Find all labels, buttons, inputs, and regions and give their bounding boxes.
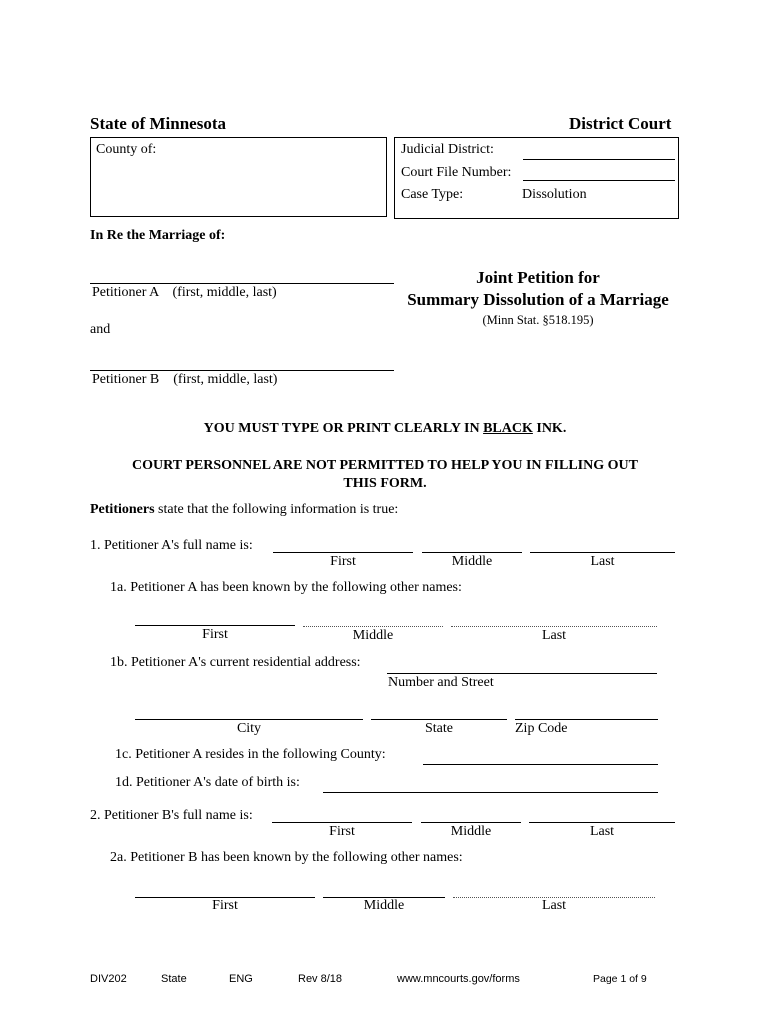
judicial-district-field[interactable] [523, 159, 675, 160]
footer-state: State [161, 973, 187, 985]
black-ink-instruction: YOU MUST TYPE OR PRINT CLEARLY IN BLACK INK. [203, 421, 567, 436]
q1a-label: 1a. Petitioner A has been known by the following other names: [110, 580, 462, 595]
case-type-label: Case Type: [401, 187, 464, 202]
court-personnel-warning-1: COURT PERSONNEL ARE NOT PERMITTED TO HELP YOU IN FILLING OUT [132, 458, 638, 473]
court-file-number-label: Court File Number: [401, 165, 512, 180]
q1-first-field[interactable] [273, 552, 413, 553]
q1b-city-field[interactable] [135, 719, 363, 720]
q2-last-field[interactable] [529, 822, 675, 823]
q2-middle-caption: Middle [450, 824, 492, 839]
petitioner-a-label: Petitioner A (first, middle, last) [92, 285, 277, 300]
q2-first-field[interactable] [272, 822, 412, 823]
q1-last-caption: Last [590, 554, 615, 569]
q1b-state-field[interactable] [371, 719, 507, 720]
q1a-first-field[interactable] [135, 625, 295, 626]
footer-language: ENG [229, 973, 253, 985]
q1c-label: 1c. Petitioner A resides in the following County: [115, 747, 386, 762]
q2a-label: 2a. Petitioner B has been known by the following other names: [110, 850, 463, 865]
q1a-first-caption: First [202, 627, 228, 642]
county-box[interactable] [90, 137, 387, 217]
q1a-last-field[interactable] [451, 626, 657, 627]
q1a-last-caption: Last [541, 628, 567, 643]
form-title-line2: Summary Dissolution of a Marriage [407, 290, 669, 309]
q1b-street-field[interactable] [387, 673, 657, 674]
q1-middle-caption: Middle [451, 554, 493, 569]
q1-middle-field[interactable] [422, 552, 522, 553]
q1a-middle-field[interactable] [303, 626, 443, 627]
q1-last-field[interactable] [530, 552, 675, 553]
q1d-dob-field[interactable] [323, 792, 658, 793]
case-info-box [394, 137, 679, 219]
judicial-district-label: Judicial District: [401, 142, 494, 157]
q1c-county-field[interactable] [423, 764, 658, 765]
q1a-middle-caption: Middle [352, 628, 394, 643]
footer-revision: Rev 8/18 [298, 973, 343, 985]
q2-last-caption: Last [589, 824, 615, 839]
q1b-zip-caption: Zip Code [515, 721, 568, 736]
and-text: and [90, 322, 111, 337]
petitioners-statement: Petitioners state that the following information is true: [90, 502, 399, 517]
petitioner-b-name-field[interactable] [90, 370, 394, 371]
statute-reference: (Minn Stat. §518.195) [482, 313, 594, 327]
q1b-state-caption: State [425, 721, 453, 736]
q1b-city-caption: City [236, 721, 262, 736]
court-file-number-field[interactable] [523, 180, 675, 181]
q2-label: 2. Petitioner B's full name is: [90, 808, 253, 823]
petitioner-b-label: Petitioner B (first, middle, last) [92, 372, 278, 387]
footer-form-id: DIV202 [90, 973, 127, 985]
form-title-line1: Joint Petition for [476, 268, 600, 287]
q2-first-caption: First [329, 824, 355, 839]
state-title: State of Minnesota [90, 114, 226, 133]
in-re-marriage: In Re the Marriage of: [90, 228, 226, 243]
footer-page-number: Page 1 of 9 [593, 973, 647, 985]
court-title: District Court [569, 114, 672, 133]
q1b-street-caption: Number and Street [388, 675, 494, 690]
case-type-value: Dissolution [522, 187, 587, 202]
q1-first-caption: First [330, 554, 356, 569]
q1d-label: 1d. Petitioner A's date of birth is: [115, 775, 300, 790]
court-personnel-warning-2: THIS FORM. [343, 476, 427, 491]
q2a-last-caption: Last [541, 898, 567, 913]
q1b-label: 1b. Petitioner A's current residential address: [110, 655, 361, 670]
q1b-zip-field[interactable] [515, 719, 658, 720]
q1-label: 1. Petitioner A's full name is: [90, 538, 253, 553]
q2-middle-field[interactable] [421, 822, 521, 823]
q2a-middle-caption: Middle [363, 898, 405, 913]
q2a-first-caption: First [212, 898, 238, 913]
footer-url[interactable]: www.mncourts.gov/forms [397, 973, 520, 985]
county-label: County of: [96, 142, 157, 157]
petitioner-a-name-field[interactable] [90, 283, 394, 284]
